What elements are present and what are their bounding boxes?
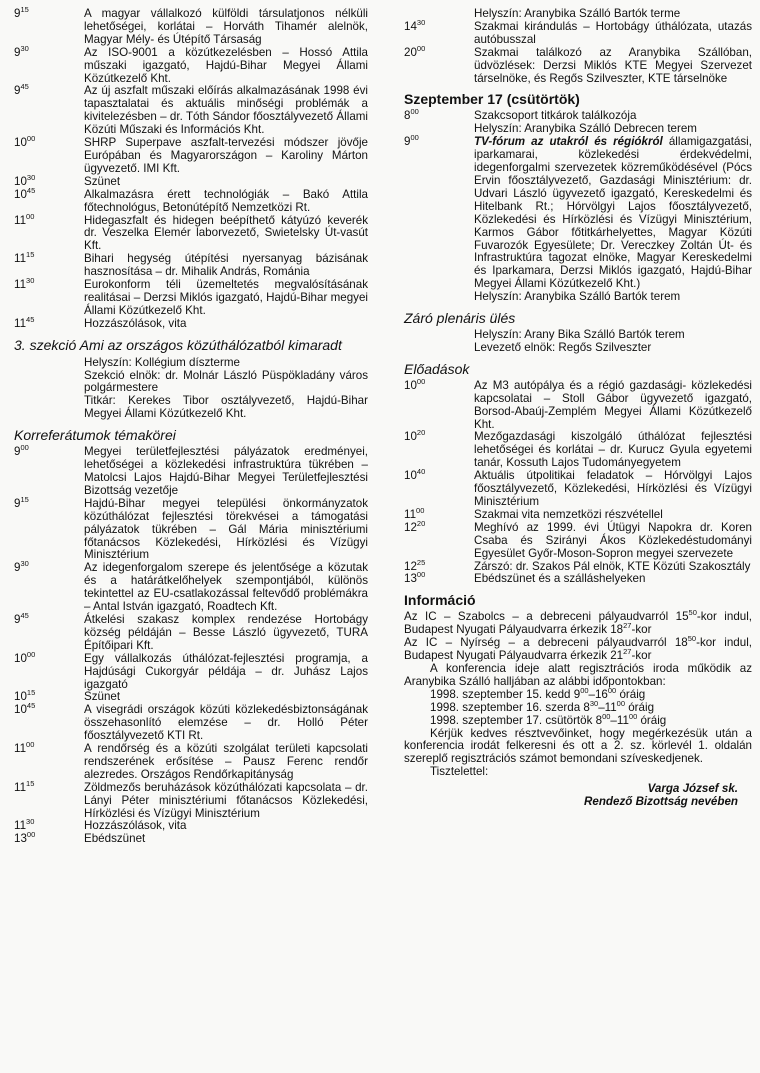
- entry-text: Hozzászólások, vita: [84, 819, 187, 833]
- entry-time: $10^{20}$: [404, 428, 426, 444]
- left-column: [14, 5, 368, 846]
- entry-time: $13^{00}$: [14, 830, 36, 846]
- entry-time: $10^{45}$: [14, 185, 36, 201]
- program-entry: [14, 701, 368, 743]
- program-entry: [404, 505, 752, 522]
- entry-text: Bihari hegység útépítési nyersanyag bázisának hasznosítása – dr. Mihalik András, Románia: [84, 252, 368, 279]
- program-entry: [14, 211, 368, 254]
- entry-time: $10^{40}$: [404, 467, 426, 483]
- entry-time: $11^{30}$: [14, 276, 35, 292]
- entry-text: Átkelési szakasz komplex rendezése Hortobágy község példáján – Besse László ügyvezető, TURA Építőipari Kft.: [84, 612, 368, 652]
- entry-text: Hajdú-Bihar megyei települési önkormányzatok közúthálózat fejlesztési törekvései a támogatási pályázatok tükrében – Gál Mária minisztériumi főtanácsos Közlekedési, Hírközlési és Vízügyi Minisztérium: [84, 496, 368, 562]
- entry-time: $9^{15}$: [14, 5, 29, 20]
- entry-time: $12^{25}$: [404, 557, 426, 573]
- entry-text: Mezőgazdasági kiszolgáló úthálózat fejlesztési lehetőségei és korlátai – dr. Kurucz Gyula egyetemi tanár, Kossuth Lajos Tudományegyetem: [474, 430, 752, 470]
- program-entry: [14, 185, 368, 215]
- entry-time: $11^{15}$: [14, 778, 35, 794]
- program-entry: [14, 817, 368, 833]
- entry-time: $14^{30}$: [404, 17, 426, 33]
- entry-time: $11^{00}$: [404, 505, 425, 521]
- program-entry: [14, 134, 368, 176]
- entry-text: A magyar vállalkozó külföldi társulatjonos nélküli lehetőségei, korlátai – Horváth Tihamér alelnök, Magyar Mély- és Útépítő Társaság: [84, 7, 368, 46]
- entry-text: Zárszó: dr. Szakos Pál elnök, KTE Közúti Szakosztály: [474, 559, 751, 573]
- request-text: Kérjük kedves résztvevőinket, hogy megérkezésük után a konferencia irodát felkeresni és ott a 2. sz. körlevél 1. oldalán szereplő regisztrációs számot bemondani szíveskedjenek.: [404, 726, 752, 766]
- entry-time: $11^{30}$: [14, 817, 35, 833]
- entry-time: $12^{20}$: [404, 518, 426, 534]
- program-entry: [14, 740, 368, 782]
- entry-text: Szakmai kirándulás – Hortobágy úthálózata, utazás autóbusszal: [474, 19, 752, 46]
- sept17-title: Szeptember 17 (csütörtök): [404, 91, 580, 108]
- entry-time: $8^{00}$: [404, 107, 419, 123]
- entry-time: $9^{30}$: [14, 43, 29, 59]
- entry-time: $9^{45}$: [14, 82, 29, 98]
- program-entry: [404, 376, 752, 432]
- program-list-sept16-end: [404, 8, 752, 85]
- entry-text: Ebédszünet és a szálláshelyeken: [474, 572, 646, 586]
- program-entry: [404, 467, 752, 509]
- section-3-chair: Szekció elnök: dr. Molnár László Püspökladány város polgármestere: [84, 368, 368, 395]
- entry-text: Helyszín: Aranybika Szálló Bartók terme: [474, 7, 681, 20]
- entry-time: $11^{00}$: [14, 211, 35, 227]
- info-title: Információ: [404, 592, 476, 609]
- entry-text: Az M3 autópálya és a régió gazdasági- közlekedési kapcsolatai – Stoll Gábor ügyvezető igazgató, Borsod-Abaúj-Zemplém Megyei Állami Közútkezelő Kht.: [474, 378, 752, 431]
- program-entry: [14, 82, 368, 137]
- closing-plenary-title: Záró plenáris ülés: [404, 310, 516, 327]
- program-entry: [14, 610, 368, 653]
- eloadasok-title: Előadások: [404, 360, 470, 377]
- program-list-morning: [14, 5, 368, 331]
- entry-time: $9^{00}$: [404, 133, 419, 149]
- entry-text: [474, 136, 752, 291]
- program-entry: [404, 570, 752, 586]
- schedule-line: 1998. szeptember 17. csütörtök $8^{00}-11^{00}$ óráig: [430, 711, 667, 727]
- entry-time: $10^{30}$: [14, 172, 36, 188]
- tv-forum-venue: Helyszín: Aranybika Szálló Bartók terem: [474, 290, 681, 304]
- program-entry: [14, 494, 368, 563]
- entry-text: Szünet: [84, 174, 121, 188]
- program-entry: [14, 830, 368, 846]
- program-entry: [14, 276, 368, 318]
- entry-time: $11^{45}$: [14, 314, 35, 330]
- entry-text: Egy vállalkozás úthálózat-fejlesztési programja, a Hajdúsági Cukorgyár példája – dr. Juhász Lajos igazgató: [84, 651, 368, 691]
- signature-name: Varga József sk.: [647, 782, 738, 796]
- entry-text: Az új aszfalt műszaki előírás alkalmazásának 1998 évi tapasztalatai és aktuális minőségi problémák a kivitelezésben – dr. Tóth Sándor főosztályvezető Állami Közúti Műszaki és Információs Kht.: [84, 84, 368, 137]
- entry-text: Szünet: [84, 690, 121, 704]
- program-entry: [14, 314, 368, 331]
- korreferatumok-title: Korreferátumok témakörei: [14, 427, 176, 444]
- program-entry: [14, 443, 368, 498]
- program-list-eloadasok: [404, 376, 752, 587]
- entry-time: $10^{45}$: [14, 701, 36, 717]
- entry-time: $10^{00}$: [14, 649, 36, 665]
- closing-venue: Helyszín: Arany Bika Szálló Bartók terem: [474, 328, 685, 342]
- program-entry: [14, 43, 368, 86]
- entry-time: $9^{00}$: [14, 443, 29, 459]
- registration-text: A konferencia ideje alatt regisztrációs iroda működik az Aranybika Szálló halljában az alábbi időpontokban:: [404, 661, 752, 688]
- ic-nyirseg-info: Az IC – Nyírség – a debreceni pályaudvarról $18^{50}$-kor indul, Budapest Nyugati Pályaudvarra érkezik $21^{27}$-kor: [404, 634, 752, 663]
- entry-text: Meghívó az 1999. évi Útügyi Napokra dr. Koren Csaba és Szirányi Ákos Közlekedéstudományi Egyesület Győr-Moson-Sopron megyei szervezete: [474, 520, 752, 560]
- entry-text: Szakmai találkozó az Aranybika Szállóban, üdvözlések: Derzsi Miklós KTE Megyei Szervezet társelnöke, és Regős Szilveszter, KTE társelnöke: [474, 45, 752, 85]
- entry-text: Helyszín: Aranybika Szálló Debrecen terem: [474, 122, 697, 136]
- entry-text: Megyei területfejlesztési pályázatok eredményei, lehetőségei a közlekedési infrastruktúra tükrében – Matolcsi Lajos Hajdú-Bihar Megyei Területfejlesztési Bizottság vezetője: [84, 445, 368, 497]
- entry-time: $13^{00}$: [404, 570, 426, 586]
- right-column: [404, 8, 752, 809]
- program-entry: [404, 17, 752, 47]
- entry-text: Hidegaszfalt és hidegen beépíthető kátyúzó keverék dr. Veszelka Elemér laborvezető, Swietelsky Út-vasút Kft.: [84, 213, 368, 253]
- entry-time: $9^{30}$: [14, 559, 29, 575]
- schedule-line: 1998. szeptember 16. szerda $8^{30}-11^{00}$ óráig: [430, 698, 655, 714]
- section-3-venue: Helyszín: Kollégium díszterme: [84, 355, 240, 369]
- program-list-sept17: [404, 107, 752, 136]
- entry-text: Aktuális útpolitikai feladatok – Hórvölgyi Lajos főosztályvezető, Közlekedési, Hírközlési és Vízügyi Minisztérium: [474, 469, 752, 508]
- entry-time: $9^{45}$: [14, 610, 29, 626]
- program-entry: [14, 559, 368, 614]
- program-entry: [14, 250, 368, 279]
- entry-text: Az ISO-9001 a közútkezelésben – Hossó Attila műszaki igazgató, Hajdú-Bihar Megyei Állami Közútkezelő Kht.: [84, 45, 368, 85]
- entry-time: $11^{00}$: [14, 740, 35, 756]
- entry-time: $10^{15}$: [14, 688, 36, 704]
- program-entry: [14, 5, 368, 47]
- entry-text: Alkalmazásra érett technológiák – Bakó Attila főtechnológus, Betonútépítő Nemzetközi Rt.: [84, 187, 368, 214]
- schedule-line: 1998. szeptember 15. kedd $9^{00}-16^{00}$ óráig: [430, 685, 646, 701]
- entry-text: Hozzászólások, vita: [84, 316, 187, 330]
- ic-szabolcs-info: Az IC – Szabolcs – a debreceni pályaudvarról $15^{50}$-kor indul, Budapest Nyugati Pályaudvarra érkezik $18^{27}$-kor: [404, 608, 753, 637]
- tv-forum-entry: [404, 133, 752, 291]
- section-3-secretary: Titkár: Kerekes Tibor osztályvezető, Hajdú-Bihar Megyei Állami Közútkezelő Kht.: [84, 394, 368, 421]
- entry-time: $10^{00}$: [14, 134, 36, 150]
- program-entry: [404, 428, 752, 470]
- closing-chair: Levezető elnök: Regős Szilveszter: [474, 340, 652, 354]
- entry-time: $11^{15}$: [14, 250, 35, 266]
- entry-text: A rendőrség és a közúti szolgálat területi kapcsolati rendszerének erősítése – Pausz Ferenc rendőr alezredes. Országos Rendőrkapitányság: [84, 742, 368, 781]
- signature-org: Rendező Bizottság nevében: [584, 795, 738, 809]
- program-entry: [404, 43, 752, 86]
- entry-time: $20^{00}$: [404, 43, 426, 59]
- section-3-title: 3. szekció Ami az országos közúthálózatból kimaradt: [14, 336, 342, 353]
- info-block: [404, 608, 753, 809]
- program-entry: [14, 172, 368, 189]
- greeting-text: Tisztelettel:: [430, 765, 489, 779]
- entry-text: A visegrádi országok közúti közlekedésbiztonságának összehasonlító elemzése – dr. Holló Péter főosztályvezető KTI Rt.: [84, 703, 368, 743]
- entry-text: SHRP Superpave aszfalt-tervezési módszer jövője Európában és Magyarországon – Karoliny Márton ügyvezető. IMI Kft.: [84, 136, 368, 175]
- program-entry: [14, 778, 368, 821]
- entry-text: Zöldmezős beruházások közúthálózati kapcsolata – dr. Lányi Péter minisztériumi főtanácsos Közlekedési, Hírközlési és Vízügyi Minisztérium: [84, 780, 368, 820]
- program-entry: [404, 8, 752, 21]
- entry-text: Ebédszünet: [84, 832, 146, 846]
- program-entry: [14, 649, 368, 692]
- program-entry: [404, 518, 752, 561]
- entry-text: Az idegenforgalom szerepe és jelentősége a közutak és a határátkelőhelyek szempontjából, különös tekintettel az EU-csatlakozással feltevődő problémákra – Antal István igazgató, Roadtech Kft.: [84, 561, 368, 614]
- program-list-korreferatumok: [14, 443, 368, 846]
- entry-time: $10^{00}$: [404, 376, 426, 392]
- entry-text: Eurokonform téli üzemeltetés megvalósításának realitásai – Derzsi Miklós igazgató, Hajdú-Bihar megyei Állami Közútkezelő Kht.: [84, 278, 368, 317]
- tv-forum-lead: TV-fórum az utakról és régiókról: [474, 135, 663, 149]
- registration-schedule: [404, 685, 752, 728]
- entry-text: Szakcsoport titkárok találkozója: [474, 109, 637, 123]
- entry-text: Szakmai vita nemzetközi részvétellel: [474, 507, 663, 521]
- entry-time: $9^{15}$: [14, 494, 29, 510]
- tv-forum-text: államigazgatási, iparkamarai, közlekedési érdekvédelmi, idegenforgalmi szervezetek közreműködésével (Pócs Ervin főosztályvezető, Gazdasági Minisztérium: dr. Udvari László ügyvezető igazgató, Kereskedelmi és Hitelbank Rt.; Hórvölgyi Lajos főosztályvezető, Közlekedési és Hírközlési és Vízügyi Minisztérium, Karmos Gábor főtitkárhelyettes, Magyar Közúti Fuvarozók Egyesülete; Dr. Vereczkey Zoltán Út- és Infrastruktúra tagozat elnöke, Magyar Kereskedelmi és Iparkamara, Derzsi Miklós igazgató, Hajdú-Bihar Megyei Állami Közútkezelő Kht.): [474, 135, 752, 291]
